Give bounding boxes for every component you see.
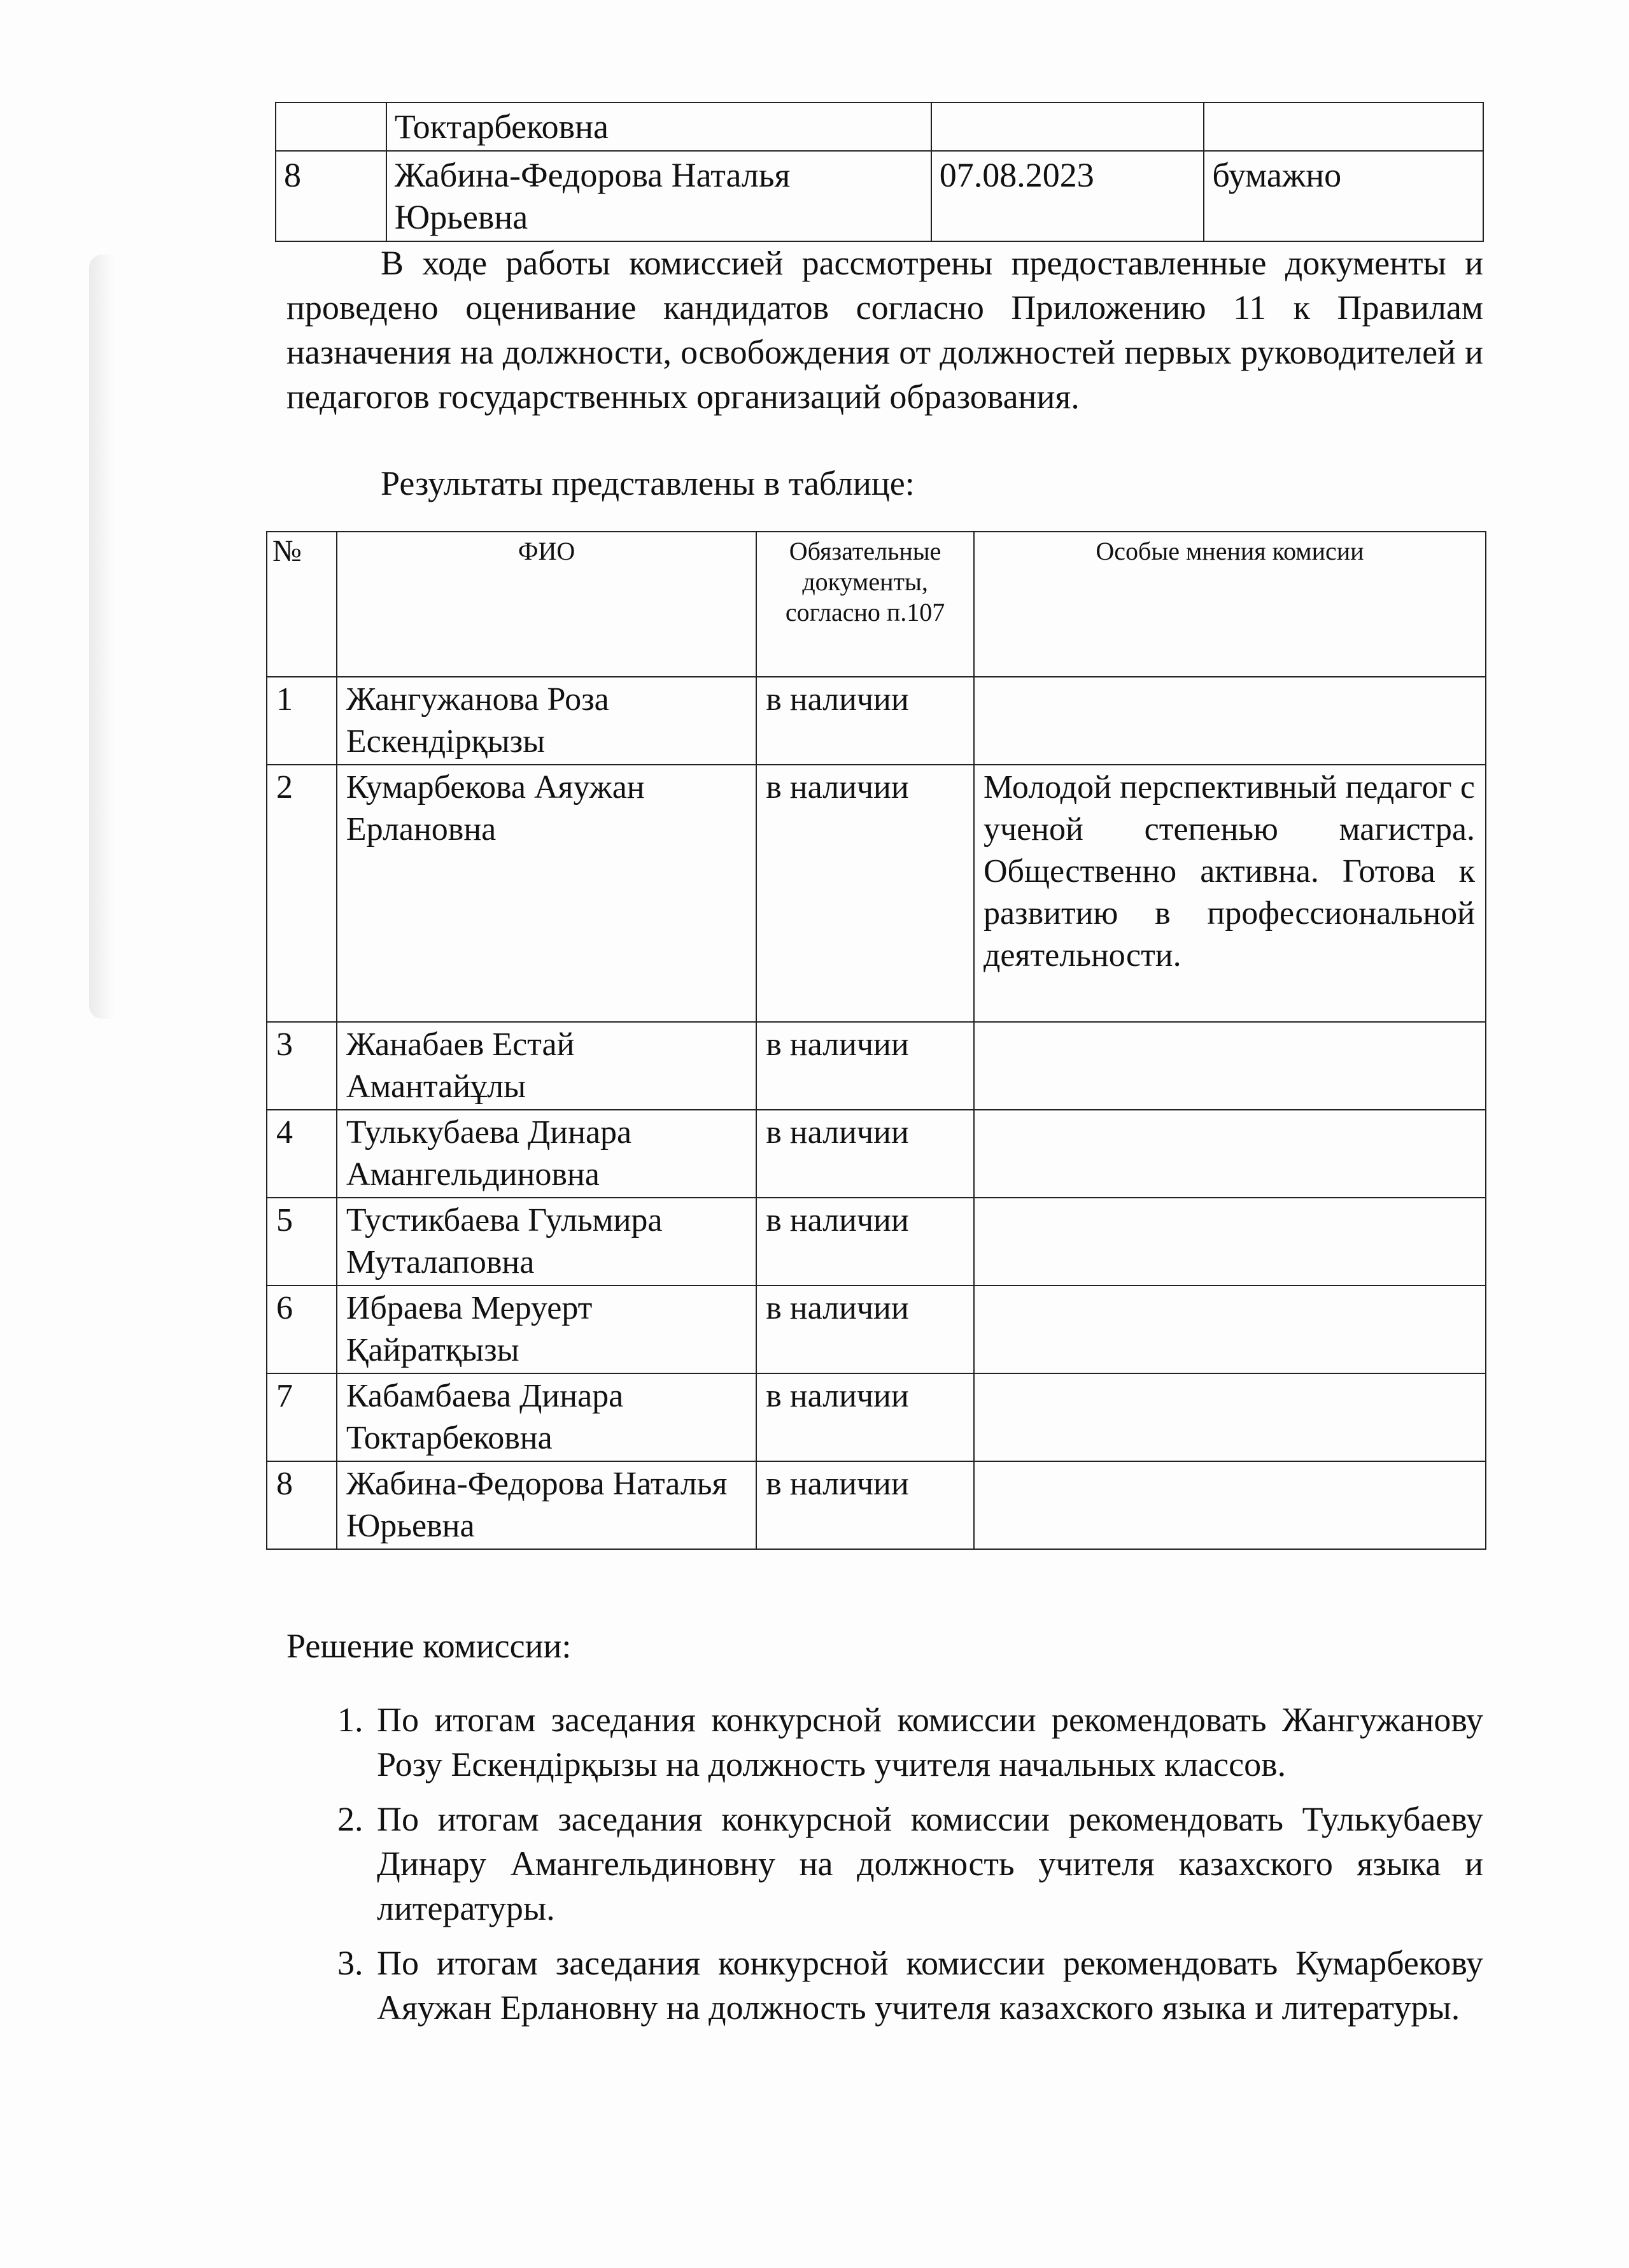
cell-method	[1204, 103, 1483, 151]
cell-docs: в наличии	[756, 765, 974, 1022]
cell-opinion	[974, 1198, 1486, 1286]
cell-name: Кабамбаева Динара Токтарбековна	[337, 1373, 756, 1461]
cell-num: 6	[267, 1286, 337, 1373]
cell-name: Тустикбаева Гульмира Муталаповна	[337, 1198, 756, 1286]
review-paragraph: В ходе работы комиссией рассмотрены предоставленные документы и проведено оценивание кандидатов согласно Приложению 11 к Правилам назначения на должности, освобождения от должностей первых руководителей и педагогов государственных организаций образования.	[286, 244, 1483, 416]
cell-opinion	[974, 677, 1486, 765]
cell-num: 3	[267, 1022, 337, 1110]
cell-docs: в наличии	[756, 1198, 974, 1286]
header-opinion: Особые мнения комисии	[974, 532, 1486, 677]
header-docs: Обязательные документы, согласно п.107	[756, 532, 974, 677]
cell-docs: в наличии	[756, 1373, 974, 1461]
decision-number: 3.	[337, 1944, 363, 1982]
candidates-table-continued	[275, 102, 1484, 242]
table-row	[267, 1022, 1486, 1110]
cell-opinion	[974, 1286, 1486, 1373]
decision-title: Решение комиссии:	[286, 1627, 572, 1665]
cell-docs: в наличии	[756, 1286, 974, 1373]
table-header-row	[267, 532, 1486, 677]
cell-docs: в наличии	[756, 1110, 974, 1198]
cell-num: 5	[267, 1198, 337, 1286]
cell-name: Жабина-Федорова Наталья Юрьевна	[386, 151, 931, 241]
cell-num: 8	[267, 1461, 337, 1549]
header-name: ФИО	[337, 532, 756, 677]
decision-list	[286, 1697, 1483, 2040]
decision-number: 1.	[337, 1701, 363, 1739]
table-row	[276, 151, 1483, 241]
cell-method: бумажно	[1204, 151, 1483, 241]
scan-shadow	[89, 255, 115, 1019]
cell-docs: в наличии	[756, 1461, 974, 1549]
cell-name: Жанабаев Естай Амантайұлы	[337, 1022, 756, 1110]
table-row	[267, 765, 1486, 1022]
cell-docs: в наличии	[756, 1022, 974, 1110]
cell-name: Тулькубаева Динара Амангельдиновна	[337, 1110, 756, 1198]
cell-opinion	[974, 1110, 1486, 1198]
table-row	[267, 1110, 1486, 1198]
cell-date	[931, 103, 1204, 151]
cell-num: 2	[267, 765, 337, 1022]
cell-name: Жабина-Федорова Наталья Юрьевна	[337, 1461, 756, 1549]
cell-name: Жангужанова Роза Ескендірқызы	[337, 677, 756, 765]
decision-item	[286, 1797, 1483, 1931]
cell-num	[276, 103, 386, 151]
cell-num: 1	[267, 677, 337, 765]
table-row	[267, 1461, 1486, 1549]
decision-text: По итогам заседания конкурсной комиссии рекомендовать Жангужанову Розу Ескендірқызы на должность учителя начальных классов.	[377, 1701, 1483, 1783]
decision-item	[286, 1697, 1483, 1787]
cell-num: 4	[267, 1110, 337, 1198]
table-row	[267, 1198, 1486, 1286]
cell-opinion	[974, 1461, 1486, 1549]
cell-name: Токтарбековна	[386, 103, 931, 151]
results-table	[266, 531, 1486, 1550]
cell-num: 8	[276, 151, 386, 241]
table-row	[276, 103, 1483, 151]
decision-text: По итогам заседания конкурсной комиссии рекомендовать Кумарбекову Аяужан Ерлановну на должность учителя казахского языка и литературы.	[377, 1944, 1483, 2027]
cell-num: 7	[267, 1373, 337, 1461]
header-num: №	[267, 532, 337, 677]
cell-name: Ибраева Меруерт Қайратқызы	[337, 1286, 756, 1373]
cell-docs: в наличии	[756, 677, 974, 765]
table-row	[267, 1373, 1486, 1461]
cell-name: Кумарбекова Аяужан Ерлановна	[337, 765, 756, 1022]
results-intro: Результаты представлены в таблице:	[381, 464, 915, 502]
table-row	[267, 677, 1486, 765]
cell-date: 07.08.2023	[931, 151, 1204, 241]
cell-opinion: Молодой перспективный педагог с ученой степенью магистра. Общественно активна. Готова к развитию в профессиональной деятельности.	[974, 765, 1486, 1022]
decision-text: По итогам заседания конкурсной комиссии рекомендовать Тулькубаеву Динару Амангельдиновну на должность учителя казахского языка и литературы.	[377, 1800, 1483, 1927]
decision-item	[286, 1941, 1483, 2030]
decision-number: 2.	[337, 1800, 363, 1838]
table-row	[267, 1286, 1486, 1373]
cell-opinion	[974, 1373, 1486, 1461]
cell-opinion	[974, 1022, 1486, 1110]
